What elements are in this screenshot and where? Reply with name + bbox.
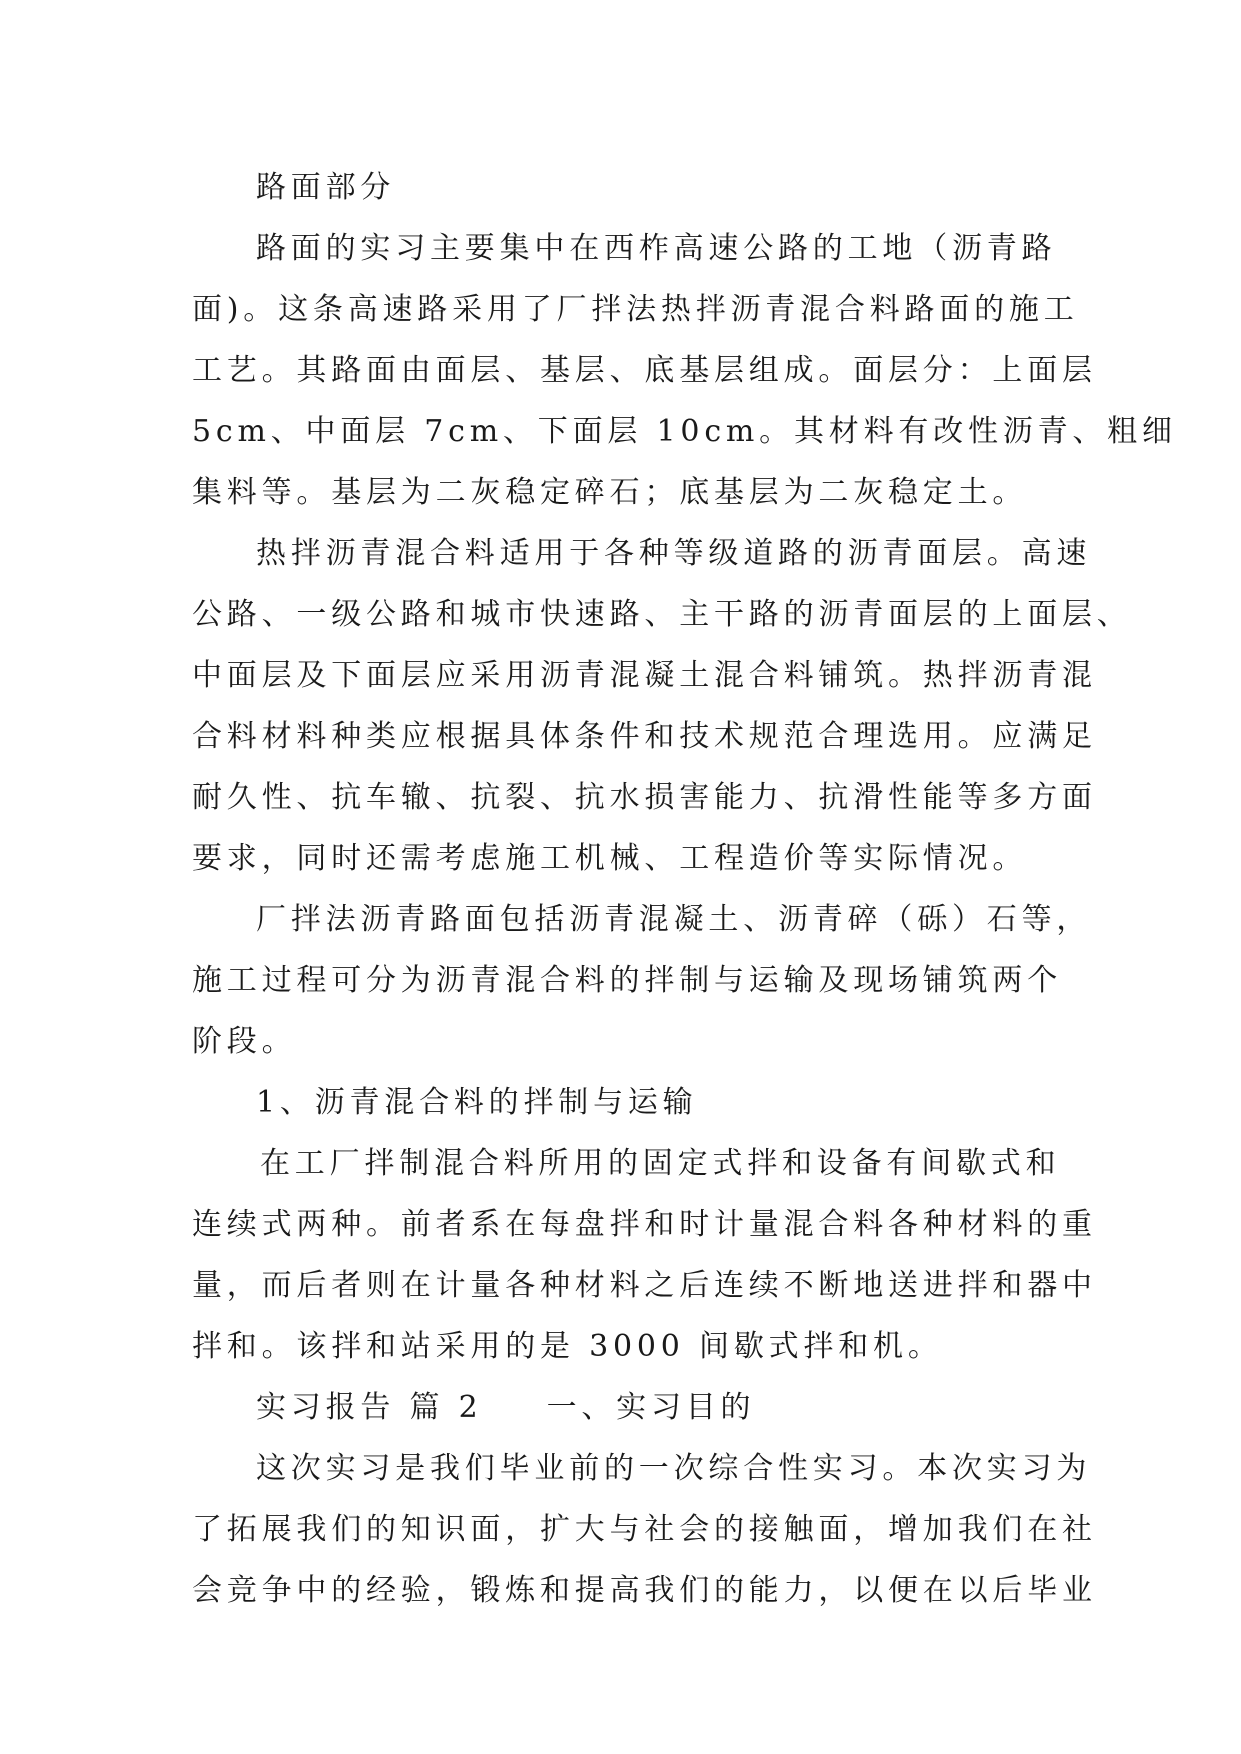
- paragraph-line: 中面层及下面层应采用沥青混凝土混合料铺筑。热拌沥青混: [192, 658, 1097, 693]
- paragraph-line: 在工厂拌制混合料所用的固定式拌和设备有间歇式和: [260, 1146, 1061, 1181]
- paragraph-line: 厂拌法沥青路面包括沥青混凝土、沥青碎（砾）石等，: [256, 902, 1092, 937]
- paragraph-line: 施工过程可分为沥青混合料的拌制与运输及现场铺筑两个: [192, 963, 1062, 998]
- paragraph-line: 路面的实习主要集中在西柞高速公路的工地（沥青路: [256, 231, 1057, 266]
- subheading-mixing-transport: 1、沥青混合料的拌制与运输: [256, 1085, 698, 1120]
- document-body: [192, 157, 1177, 1621]
- paragraph-line: 会竞争中的经验，锻炼和提高我们的能力，以便在以后毕业: [192, 1573, 1097, 1608]
- section-heading-title: 实习报告 篇 2: [256, 1390, 483, 1425]
- paragraph-line: 热拌沥青混合料适用于各种等级道路的沥青面层。高速: [256, 536, 1092, 571]
- paragraph-line: 合料材料种类应根据具体条件和技术规范合理选用。应满足: [192, 719, 1097, 754]
- paragraph-line: 要求，同时还需考虑施工机械、工程造价等实际情况。: [192, 841, 1028, 876]
- paragraph-line: 公路、一级公路和城市快速路、主干路的沥青面层的上面层、: [192, 597, 1132, 632]
- paragraph-line: 耐久性、抗车辙、抗裂、抗水损害能力、抗滑性能等多方面: [192, 780, 1097, 815]
- heading-pavement: 路面部分: [256, 170, 396, 205]
- paragraph-line: 量，而后者则在计量各种材料之后连续不断地送进拌和器中: [192, 1268, 1097, 1303]
- paragraph-line: 阶段。: [192, 1024, 297, 1059]
- paragraph-line: 集料等。基层为二灰稳定碎石；底基层为二灰稳定土。: [192, 475, 1028, 510]
- paragraph-line: 这次实习是我们毕业前的一次综合性实习。本次实习为: [256, 1451, 1092, 1486]
- paragraph-line: 连续式两种。前者系在每盘拌和时计量混合料各种材料的重: [192, 1207, 1097, 1242]
- section-heading: [192, 1377, 1048, 1438]
- paragraph-line: 工艺。其路面由面层、基层、底基层组成。面层分：上面层: [192, 353, 1097, 388]
- paragraph-line: 5cm、中面层 7cm、下面层 10cm。其材料有改性沥青、粗细: [192, 414, 1177, 449]
- paragraph-line: 拌和。该拌和站采用的是 3000 间歇式拌和机。: [192, 1329, 943, 1364]
- section-heading-subtitle: 一、实习目的: [546, 1390, 756, 1425]
- paragraph-line: 面)。这条高速路采用了厂拌法热拌沥青混合料路面的施工: [192, 292, 1079, 327]
- paragraph-line: 了拓展我们的知识面，扩大与社会的接触面，增加我们在社: [192, 1512, 1097, 1547]
